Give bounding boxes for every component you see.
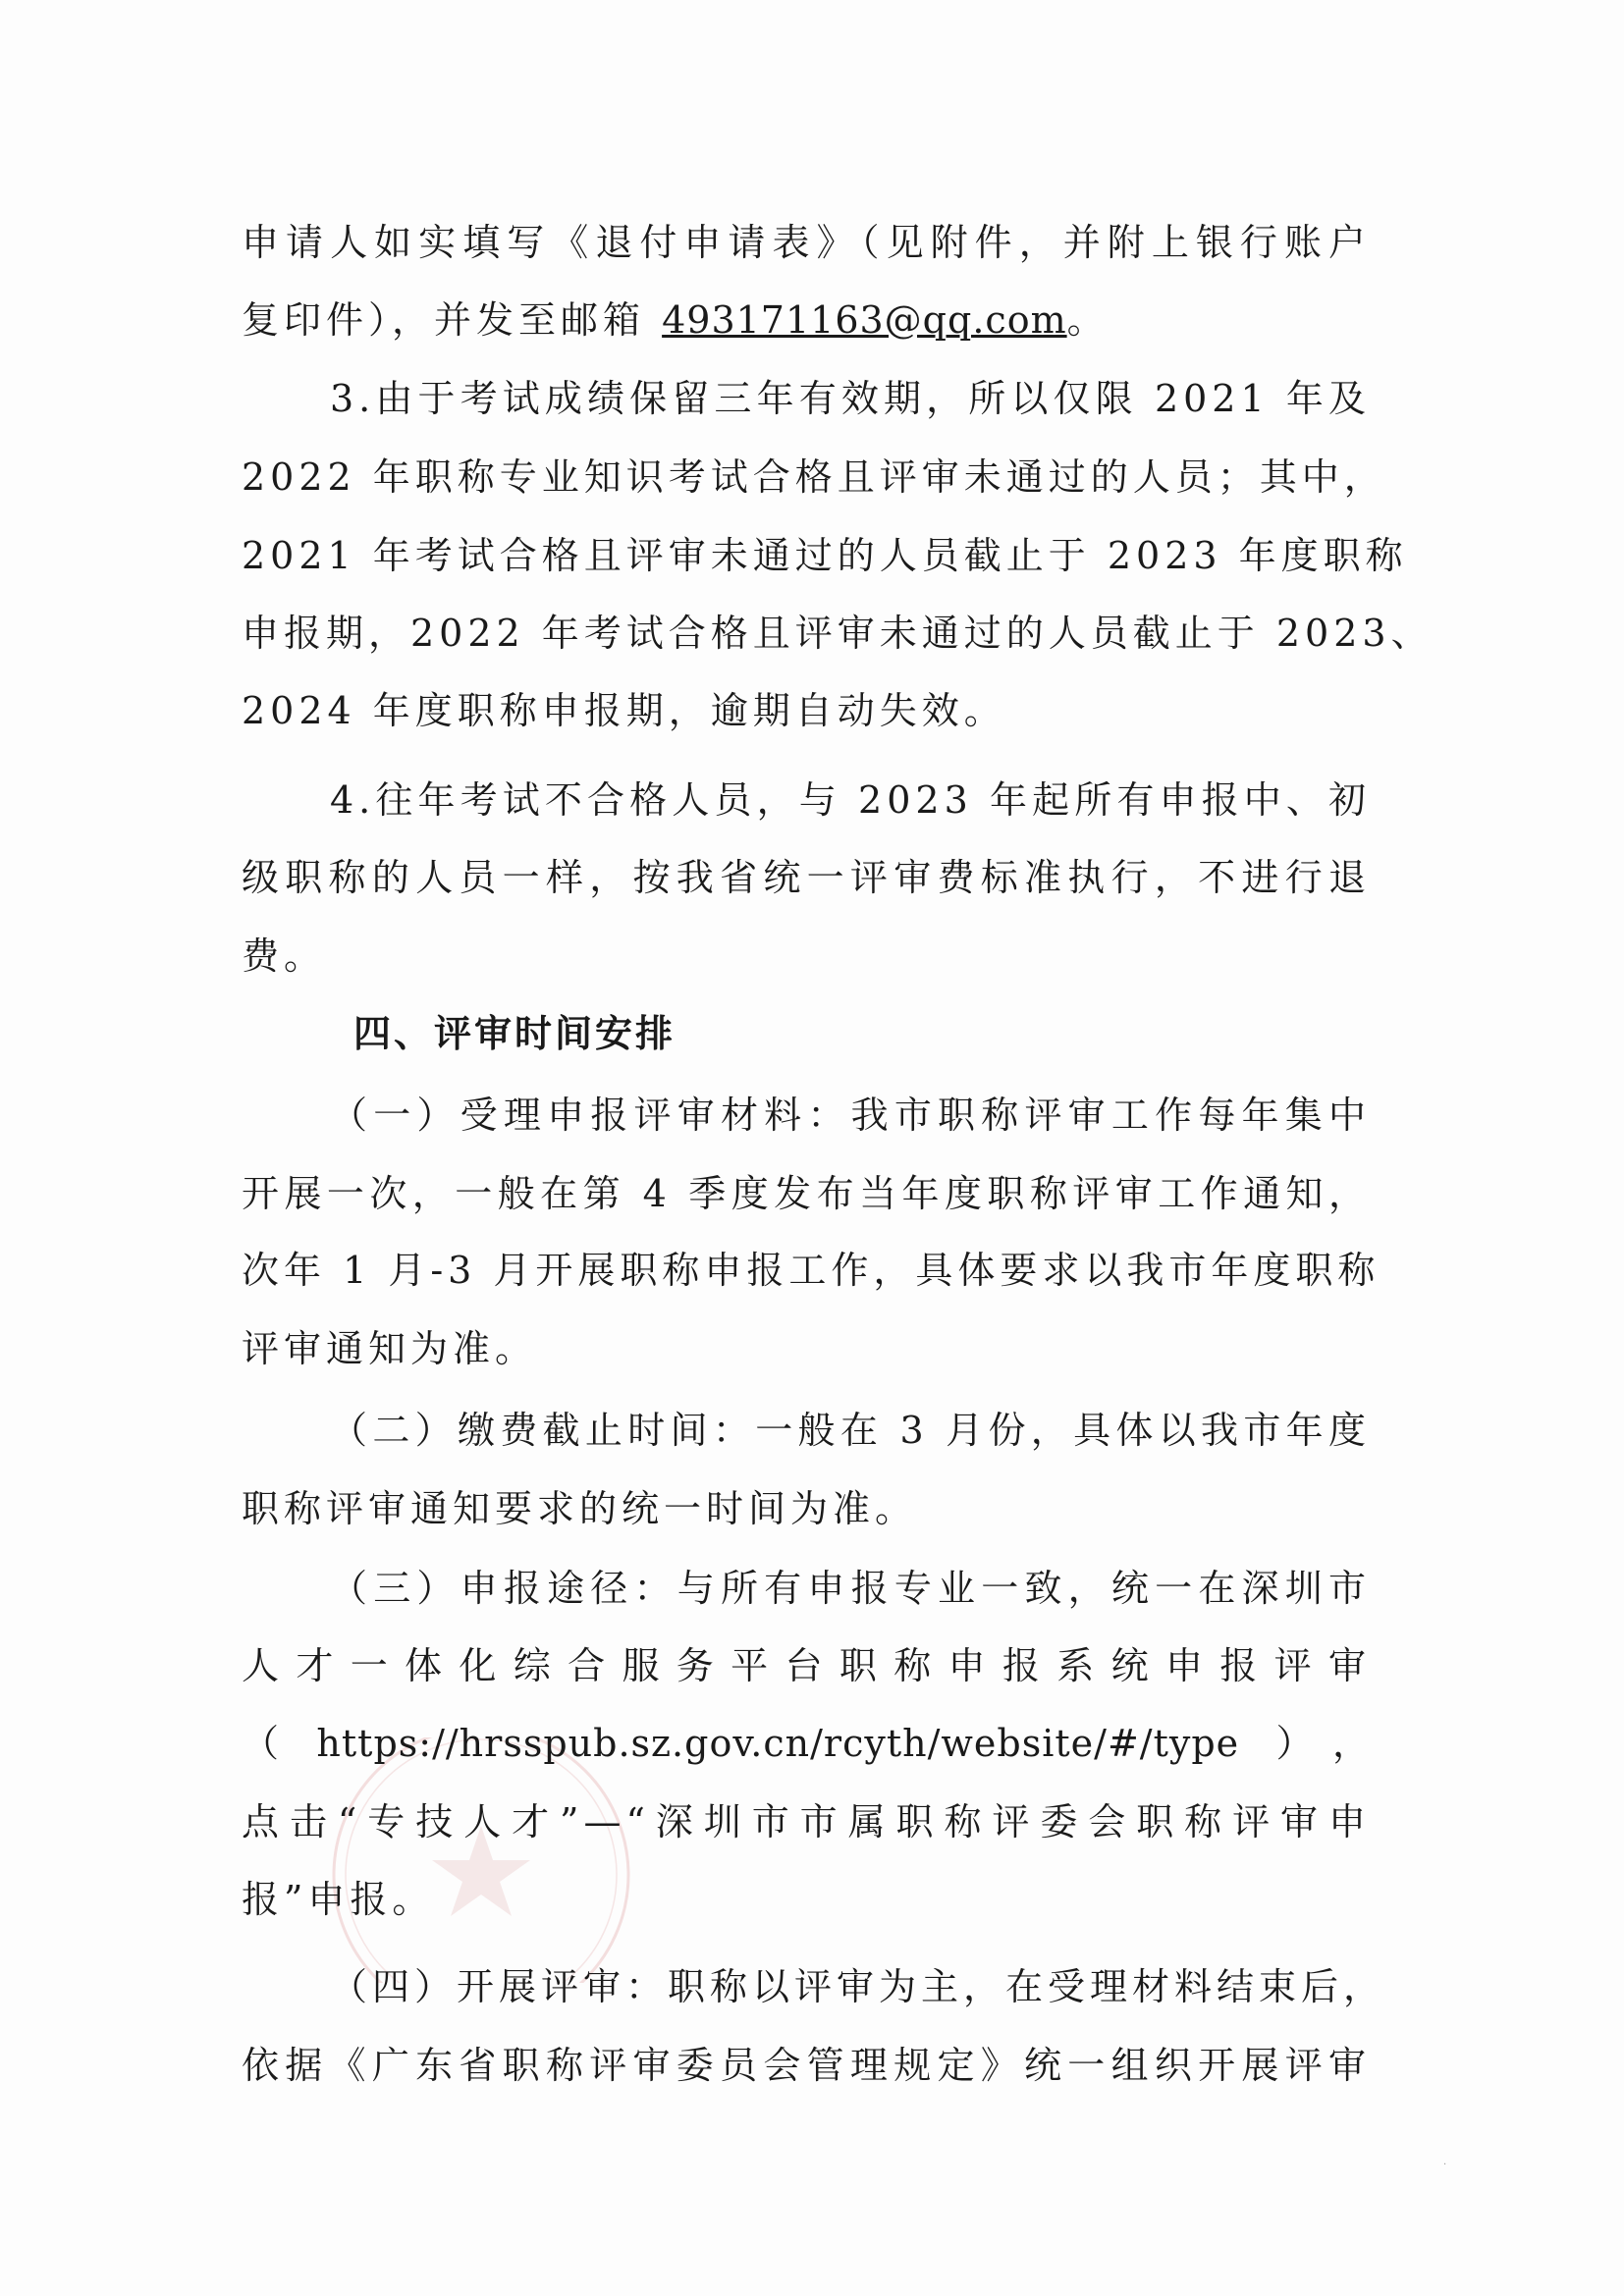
paragraph-line: 人才一体化综合服务平台职称申报系统申报评审 <box>242 1644 1371 1687</box>
paragraph-line: 次年 1 月-3 月开展职称申报工作，具体要求以我市年度职称 <box>242 1249 1380 1292</box>
paragraph-line: 评审通知为准。 <box>242 1327 538 1370</box>
platform-url[interactable]: （https://hrsspub.sz.gov.cn/rcyth/website/#/type）， <box>242 1722 1371 1765</box>
paragraph-text: 。 <box>1066 298 1110 342</box>
paragraph-line: 3.由于考试成绩保留三年有效期，所以仅限 2021 年及 <box>330 377 1371 420</box>
paragraph-line: 报”申报。 <box>242 1878 435 1921</box>
email-link[interactable]: 493171163@qq.com <box>662 298 1067 342</box>
paragraph-line: 依据《广东省职称评审委员会管理规定》统一组织开展评审 <box>242 2044 1371 2087</box>
section-heading: 四、评审时间安排 <box>353 1012 677 1055</box>
paragraph-line: 2022 年职称专业知识考试合格且评审未通过的人员；其中， <box>242 455 1386 499</box>
official-seal-watermark <box>295 1737 668 1983</box>
paragraph-line: 申报期，2022 年考试合格且评审未通过的人员截止于 2023、 <box>242 612 1434 655</box>
paragraph-line: 职称评审通知要求的统一时间为准。 <box>242 1487 918 1530</box>
paragraph-text: 复印件），并发至邮箱 <box>242 298 663 342</box>
paragraph-line: 2024 年度职称申报期，逾期自动失效。 <box>242 689 1006 732</box>
paragraph-line: （三）申报途径：与所有申报专业一致，统一在深圳市 <box>330 1567 1371 1610</box>
scan-speck: · <box>1443 2160 1447 2170</box>
paragraph-line: 2021 年考试合格且评审未通过的人员截止于 2023 年度职称 <box>242 534 1408 577</box>
paragraph-line: 申请人如实填写《退付申请表》（见附件，并附上银行账户 <box>242 221 1371 264</box>
paragraph-line: （一）受理申报评审材料：我市职称评审工作每年集中 <box>330 1094 1371 1137</box>
paragraph-line: 开展一次，一般在第 4 季度发布当年度职称评审工作通知， <box>242 1172 1371 1215</box>
paragraph-line: 4.往年考试不合格人员，与 2023 年起所有申报中、初 <box>330 778 1371 822</box>
paragraph-line: 级职称的人员一样，按我省统一评审费标准执行，不进行退 <box>242 856 1371 899</box>
paragraph-line: （二）缴费截止时间：一般在 3 月份，具体以我市年度 <box>330 1409 1371 1452</box>
paragraph-line: （四）开展评审：职称以评审为主，在受理材料结束后， <box>330 1965 1386 2008</box>
paragraph-line: 点击“专技人才”—“深圳市市属职称评委会职称评审申 <box>242 1800 1371 1843</box>
paragraph-line: 费。 <box>242 934 327 978</box>
paragraph-line <box>242 291 1371 349</box>
